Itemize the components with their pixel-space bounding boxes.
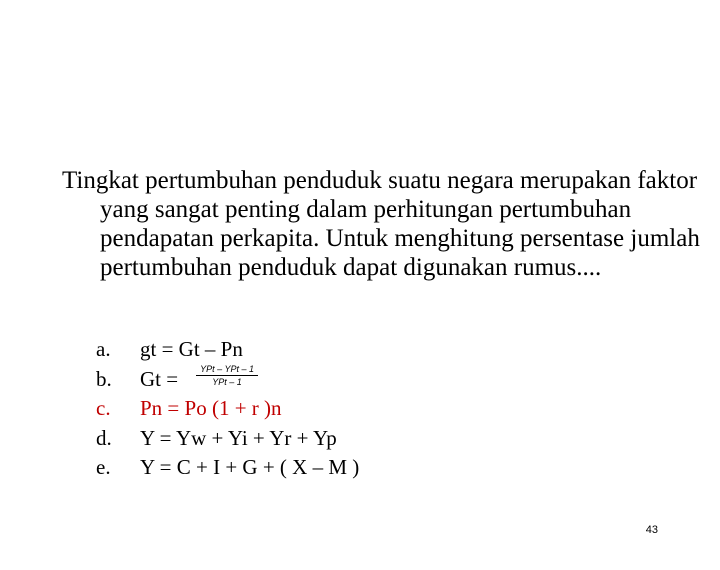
- option-a: [96, 335, 359, 365]
- answer-options: [96, 335, 359, 483]
- option-text: gt = Gt – Pn: [140, 337, 243, 362]
- page-number: 43: [645, 524, 658, 536]
- fraction-numerator: YPt – YPt – 1: [196, 364, 258, 376]
- option-b: [96, 365, 359, 395]
- option-letter: b.: [96, 366, 112, 391]
- option-text: Y = C + I + G + ( X – M ): [140, 455, 360, 480]
- option-text: Gt =: [140, 366, 179, 391]
- option-d: [96, 424, 359, 454]
- option-e: [96, 453, 359, 483]
- option-letter: a.: [96, 337, 111, 362]
- option-text: Pn = Po (1 + r )n: [140, 396, 282, 421]
- option-text: Y = Yw + Yi + Yr + Yp: [140, 425, 337, 450]
- option-letter: c.: [96, 396, 111, 421]
- option-c: [96, 394, 359, 424]
- fraction-denominator: YPt – 1: [212, 376, 242, 387]
- formula-fraction: [196, 364, 258, 387]
- option-letter: d.: [96, 425, 112, 450]
- option-letter: e.: [96, 455, 111, 480]
- question-text: Tingkat pertumbuhan penduduk suatu negara merupakan faktor yang sangat penting dalam perhitungan pertumbuhan pendapatan perkapita. Untuk menghitung persentase jumlah pertumbuhan penduduk dapat digunakan rumus....: [62, 167, 700, 281]
